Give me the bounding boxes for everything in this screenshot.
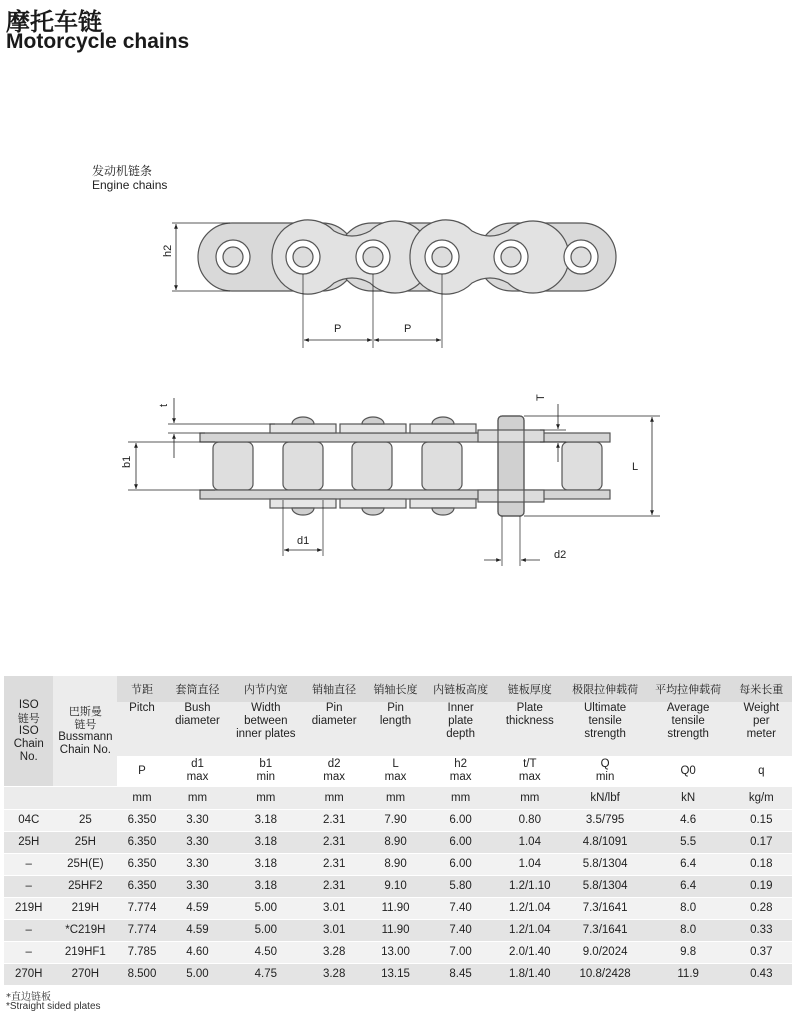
d1-label: d1 xyxy=(297,535,310,547)
table-cell: 04C xyxy=(4,810,53,832)
page-title-cn: 摩托车链 xyxy=(6,8,102,36)
table-cell: 4.50 xyxy=(228,942,303,964)
diagram-caption-cn: 发动机链条 xyxy=(92,164,153,178)
table-cell: 9.10 xyxy=(365,876,426,898)
col-cn-header: 销轴长度 xyxy=(365,676,426,702)
col-cn-header: 链板厚度 xyxy=(495,676,564,702)
table-row xyxy=(4,920,792,942)
table-cell: 0.18 xyxy=(731,854,792,876)
col-unit: kN/lbf xyxy=(565,787,646,810)
diagram-caption-en: Engine chains xyxy=(92,178,168,192)
table-cell: *C219H xyxy=(53,920,117,942)
col-en-header: Pitch xyxy=(117,702,166,756)
table-cell: 1.04 xyxy=(495,832,564,854)
table-cell: 8.45 xyxy=(426,964,495,986)
pitch-label-1: P xyxy=(334,323,342,335)
table-cell: 3.01 xyxy=(303,898,365,920)
footnote-en: *Straight sided plates xyxy=(6,1001,101,1012)
col-unit: kN xyxy=(646,787,731,810)
table-cell: 3.18 xyxy=(228,810,303,832)
table-cell: 4.6 xyxy=(646,810,731,832)
table-cell: 9.8 xyxy=(646,942,731,964)
table-cell: 2.0/1.40 xyxy=(495,942,564,964)
unit-blank xyxy=(53,787,117,810)
table-cell: 25HF2 xyxy=(53,876,117,898)
table-cell: 8.0 xyxy=(646,920,731,942)
pitch-label-2: P xyxy=(404,323,412,335)
table-cell: 6.00 xyxy=(426,832,495,854)
b1-label: b1 xyxy=(121,455,133,468)
iso-header-cell: ISO 链号 ISO Chain No. xyxy=(4,676,53,787)
table-cell: 3.28 xyxy=(303,964,365,986)
table-cell: 5.8/1304 xyxy=(565,876,646,898)
table-cell: 0.37 xyxy=(731,942,792,964)
h2-label: h2 xyxy=(162,244,174,257)
table-cell: 7.785 xyxy=(117,942,166,964)
table-cell: 3.28 xyxy=(303,942,365,964)
table-cell: 4.60 xyxy=(167,942,229,964)
table-cell: 2.31 xyxy=(303,810,365,832)
table-cell: 0.80 xyxy=(495,810,564,832)
table-row xyxy=(4,898,792,920)
table-cell: 5.00 xyxy=(228,898,303,920)
table-cell: – xyxy=(4,854,53,876)
table-cell: 4.59 xyxy=(167,898,229,920)
table-cell: 13.00 xyxy=(365,942,426,964)
table-cell: 13.15 xyxy=(365,964,426,986)
col-unit: mm xyxy=(303,787,365,810)
table-cell: 2.31 xyxy=(303,832,365,854)
col-unit: kg/m xyxy=(731,787,792,810)
col-symbol: q xyxy=(731,756,792,787)
table-cell: 8.90 xyxy=(365,832,426,854)
table-cell: 3.5/795 xyxy=(565,810,646,832)
table-cell: 6.00 xyxy=(426,810,495,832)
table-cell: 3.30 xyxy=(167,876,229,898)
col-cn-header: 内节内宽 xyxy=(228,676,303,702)
table-cell: 7.90 xyxy=(365,810,426,832)
L-label: L xyxy=(632,461,639,473)
table-cell: 2.31 xyxy=(303,876,365,898)
table-cell: 4.59 xyxy=(167,920,229,942)
table-cell: 7.774 xyxy=(117,898,166,920)
table-cell: 7.774 xyxy=(117,920,166,942)
table-cell: 7.40 xyxy=(426,898,495,920)
col-symbol: t/T max xyxy=(495,756,564,787)
table-cell: 8.0 xyxy=(646,898,731,920)
table-cell: 2.31 xyxy=(303,854,365,876)
table-cell: 6.350 xyxy=(117,832,166,854)
table-cell: – xyxy=(4,942,53,964)
table-cell: 25H(E) xyxy=(53,854,117,876)
table-cell: 11.90 xyxy=(365,898,426,920)
col-en-header: Bush diameter xyxy=(167,702,229,756)
table-cell: 7.3/1641 xyxy=(565,920,646,942)
table-cell: 3.18 xyxy=(228,854,303,876)
t-label: t xyxy=(158,403,170,407)
col-en-header: Inner plate depth xyxy=(426,702,495,756)
table-cell: 1.2/1.10 xyxy=(495,876,564,898)
table-cell: 8.90 xyxy=(365,854,426,876)
col-cn-header: 内链板高度 xyxy=(426,676,495,702)
table-cell: 6.4 xyxy=(646,854,731,876)
table-cell: 0.43 xyxy=(731,964,792,986)
table-cell: 3.18 xyxy=(228,876,303,898)
table-cell: 7.3/1641 xyxy=(565,898,646,920)
table-row xyxy=(4,832,792,854)
col-symbol: L max xyxy=(365,756,426,787)
col-en-header: Weight per meter xyxy=(731,702,792,756)
col-cn-header: 每米长重 xyxy=(731,676,792,702)
col-unit: mm xyxy=(495,787,564,810)
col-symbol: Q min xyxy=(565,756,646,787)
table-cell: 7.00 xyxy=(426,942,495,964)
table-cell: 3.30 xyxy=(167,854,229,876)
table-cell: 1.8/1.40 xyxy=(495,964,564,986)
table-body xyxy=(4,810,792,986)
col-unit: mm xyxy=(365,787,426,810)
table-cell: 3.18 xyxy=(228,832,303,854)
col-unit: mm xyxy=(426,787,495,810)
table-cell: – xyxy=(4,920,53,942)
col-symbol: P xyxy=(117,756,166,787)
table-cell: 5.80 xyxy=(426,876,495,898)
table-cell: 3.01 xyxy=(303,920,365,942)
col-en-header: Pin length xyxy=(365,702,426,756)
table-cell: 219HF1 xyxy=(53,942,117,964)
table-cell: 6.350 xyxy=(117,876,166,898)
page-title-en: Motorcycle chains xyxy=(6,30,190,53)
col-cn-header: 节距 xyxy=(117,676,166,702)
table-row xyxy=(4,810,792,832)
col-cn-header: 极限拉伸载荷 xyxy=(565,676,646,702)
table-cell: 5.5 xyxy=(646,832,731,854)
table-cell: 11.90 xyxy=(365,920,426,942)
table-cell: 3.30 xyxy=(167,810,229,832)
table-cell: 0.19 xyxy=(731,876,792,898)
chain-side-view xyxy=(172,220,616,348)
col-en-header: Width between inner plates xyxy=(228,702,303,756)
table-row xyxy=(4,876,792,898)
d2-label: d2 xyxy=(554,549,567,561)
table-cell: 6.00 xyxy=(426,854,495,876)
table-cell: 4.75 xyxy=(228,964,303,986)
col-en-header: Pin diameter xyxy=(303,702,365,756)
table-cell: 219H xyxy=(4,898,53,920)
table-cell: 5.8/1304 xyxy=(565,854,646,876)
T-label: T xyxy=(535,394,547,401)
table-cell: 1.04 xyxy=(495,854,564,876)
chain-top-view xyxy=(128,398,660,566)
col-symbol: h2 max xyxy=(426,756,495,787)
table-cell: 25H xyxy=(4,832,53,854)
table-cell: 0.28 xyxy=(731,898,792,920)
specification-table xyxy=(4,676,792,985)
table-cell: 0.15 xyxy=(731,810,792,832)
table-cell: 0.33 xyxy=(731,920,792,942)
col-symbol: Q0 xyxy=(646,756,731,787)
col-symbol: d2 max xyxy=(303,756,365,787)
table-cell: 270H xyxy=(53,964,117,986)
col-cn-header: 平均拉伸载荷 xyxy=(646,676,731,702)
col-symbol: d1 max xyxy=(167,756,229,787)
table-row xyxy=(4,854,792,876)
col-en-header: Ultimate tensile strength xyxy=(565,702,646,756)
table-cell: 25H xyxy=(53,832,117,854)
bussmann-header-cell: 巴斯曼 链号 Bussmann Chain No. xyxy=(53,676,117,787)
col-unit: mm xyxy=(117,787,166,810)
unit-blank xyxy=(4,787,53,810)
table-cell: 25 xyxy=(53,810,117,832)
table-row xyxy=(4,942,792,964)
table-cell: 6.350 xyxy=(117,854,166,876)
table-cell: 4.8/1091 xyxy=(565,832,646,854)
table-cell: 9.0/2024 xyxy=(565,942,646,964)
table-cell: 7.40 xyxy=(426,920,495,942)
table-cell: 0.17 xyxy=(731,832,792,854)
table-cell: 8.500 xyxy=(117,964,166,986)
col-cn-header: 套筒直径 xyxy=(167,676,229,702)
col-en-header: Plate thickness xyxy=(495,702,564,756)
table-cell: 219H xyxy=(53,898,117,920)
col-symbol: b1 min xyxy=(228,756,303,787)
col-cn-header: 销轴直径 xyxy=(303,676,365,702)
table-cell: 270H xyxy=(4,964,53,986)
table-cell: 10.8/2428 xyxy=(565,964,646,986)
col-unit: mm xyxy=(167,787,229,810)
table-cell: 6.350 xyxy=(117,810,166,832)
col-unit: mm xyxy=(228,787,303,810)
footnote-cn: *直边链板 xyxy=(6,992,51,1003)
table-cell: 5.00 xyxy=(228,920,303,942)
table-cell: 11.9 xyxy=(646,964,731,986)
table-cell: 5.00 xyxy=(167,964,229,986)
col-en-header: Average tensile strength xyxy=(646,702,731,756)
table-cell: 1.2/1.04 xyxy=(495,920,564,942)
table-row xyxy=(4,964,792,986)
table-cell: 6.4 xyxy=(646,876,731,898)
table-cell: 1.2/1.04 xyxy=(495,898,564,920)
table-cell: 3.30 xyxy=(167,832,229,854)
table-cell: – xyxy=(4,876,53,898)
